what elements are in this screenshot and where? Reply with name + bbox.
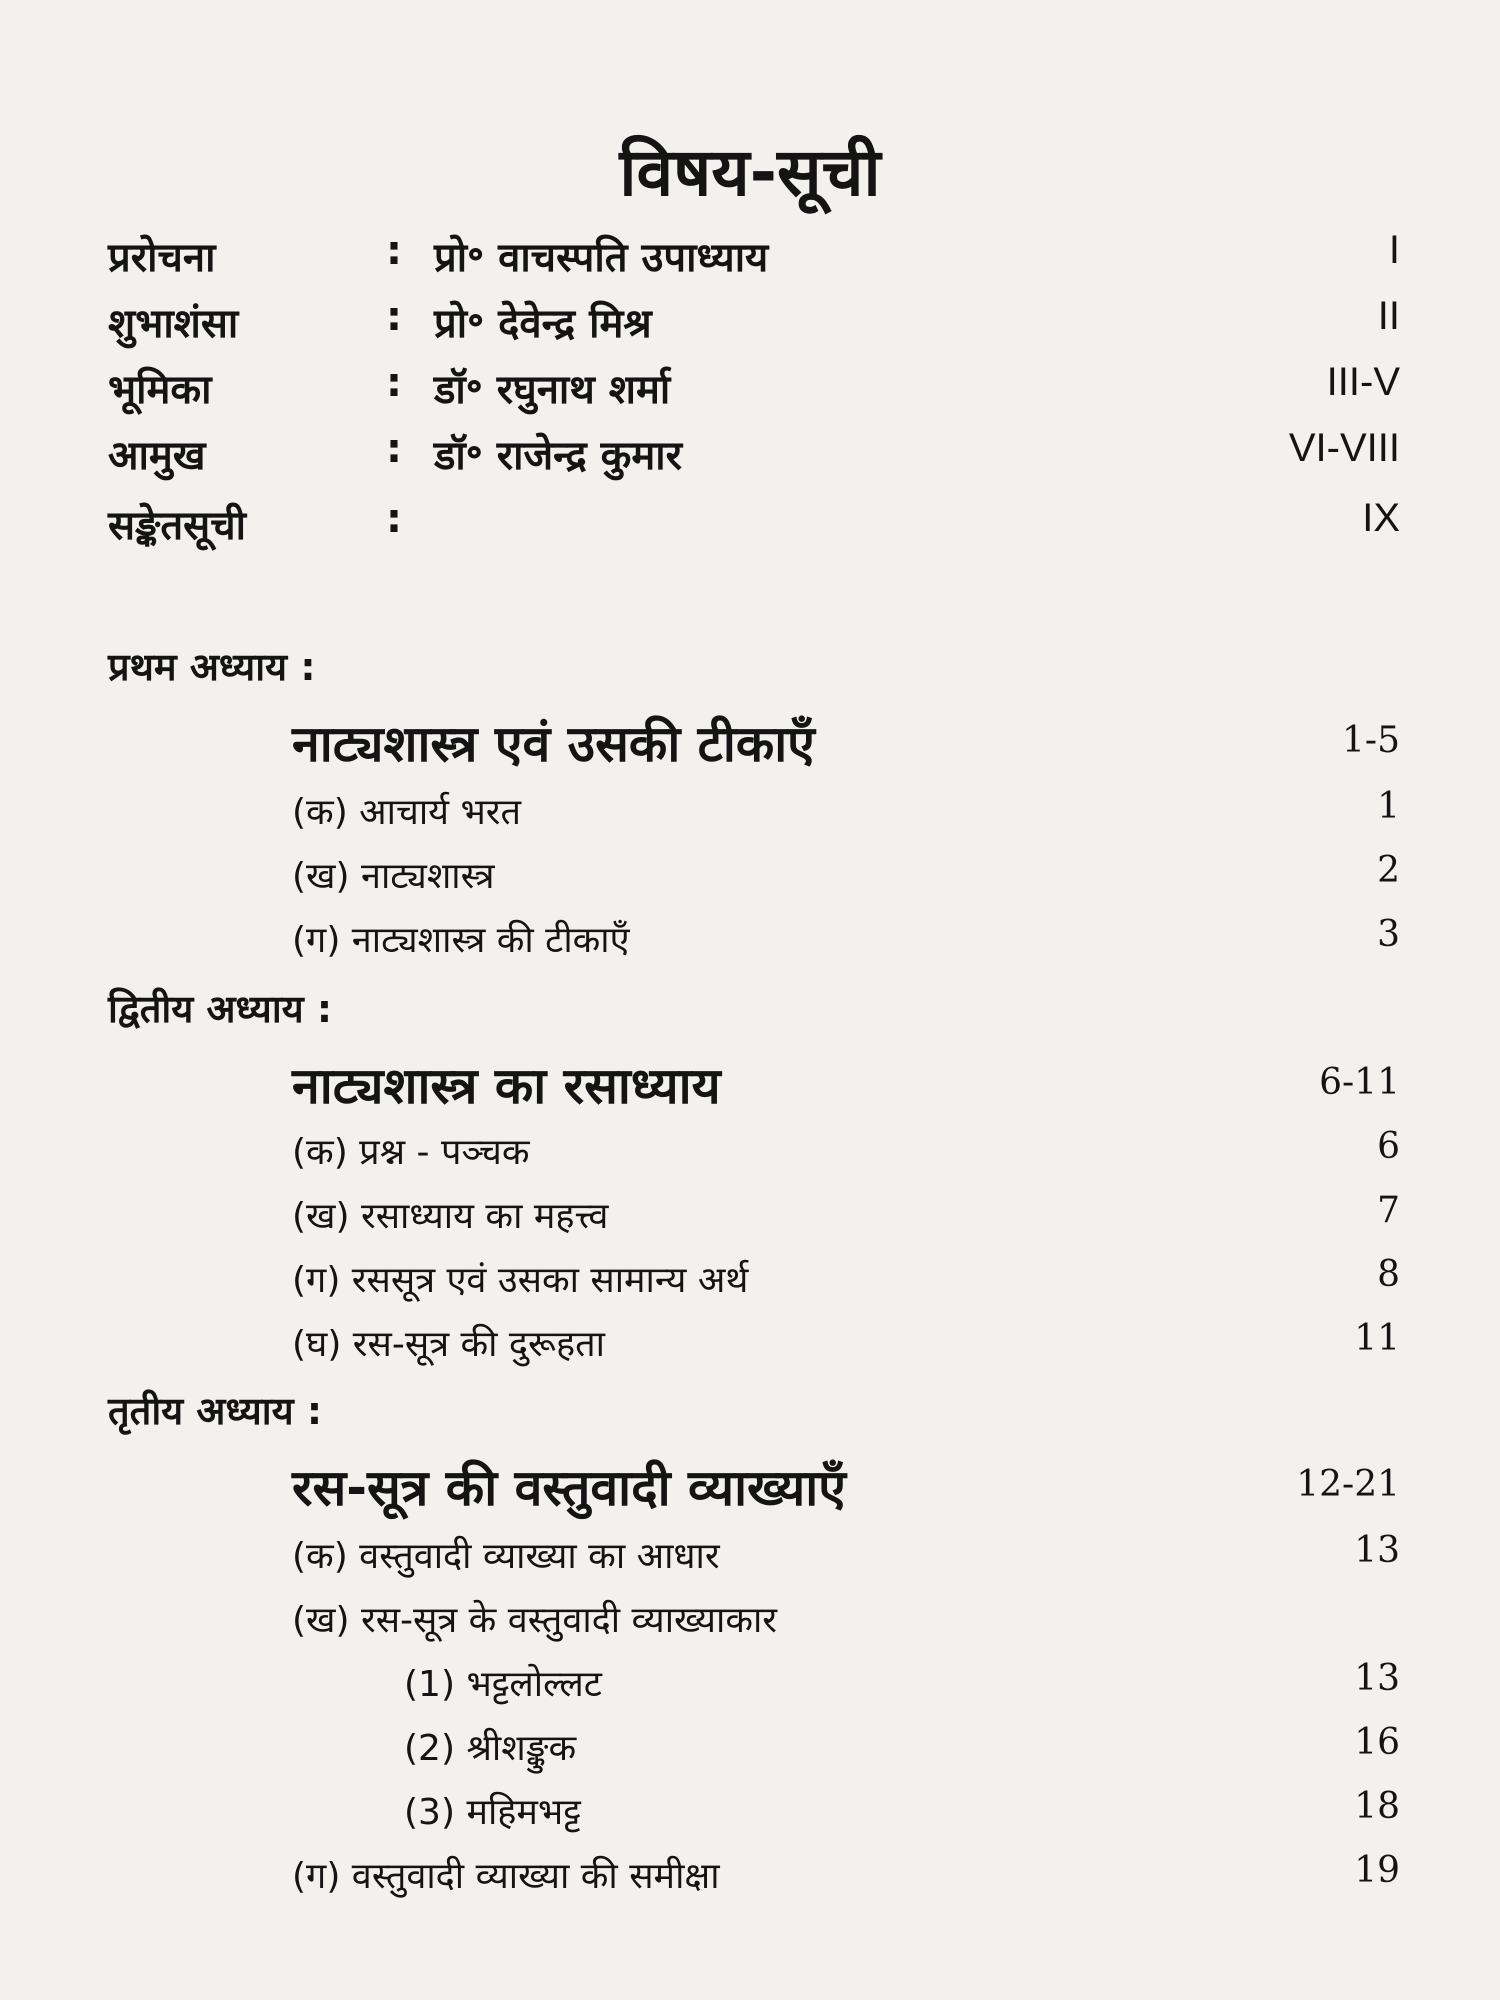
page-title: विषय-सूची	[619, 134, 881, 211]
front-matter-row	[108, 426, 1400, 490]
chapter-title: रस-सूत्र की वस्तुवादी व्याख्याएँ	[292, 1459, 846, 1517]
toc-item-text: (क) वस्तुवादी व्याख्या का आधार	[292, 1536, 720, 1577]
chapter-label: प्रथम अध्याय :	[108, 645, 316, 689]
toc-item-text: (ग) वस्तुवादी व्याख्या की समीक्षा	[292, 1856, 720, 1897]
chapter-title-row	[292, 708, 1400, 778]
front-matter-label: सङ्केतसूची	[108, 503, 246, 549]
toc-item-page: 18	[1354, 1786, 1400, 1827]
toc-item-page: 13	[1354, 1658, 1400, 1699]
toc-item-page: 19	[1354, 1850, 1400, 1891]
toc-item-text: (3) महिमभट्ट	[404, 1792, 581, 1833]
front-matter-label: प्ररोचना	[108, 235, 216, 281]
chapter-title-row	[292, 1050, 1400, 1120]
toc-item-page: 11	[1354, 1318, 1400, 1359]
toc-item	[292, 1850, 1400, 1900]
toc-item-page: 2	[1377, 850, 1400, 891]
toc-subitem	[404, 1722, 1400, 1772]
toc-item-text: (ख) रसाध्याय का महत्त्व	[292, 1196, 609, 1237]
front-matter-colon: :	[386, 360, 402, 406]
front-matter-author: डॉ॰ राजेन्द्र कुमार	[434, 433, 683, 479]
front-matter-row	[108, 496, 1400, 560]
front-matter-label: भूमिका	[108, 367, 212, 413]
toc-item-page: 13	[1354, 1530, 1400, 1571]
toc-item	[292, 914, 1400, 964]
chapter-page-range: 6-11	[1319, 1062, 1400, 1103]
front-matter-colon: :	[386, 496, 402, 542]
toc-subitem	[404, 1786, 1400, 1836]
front-matter-label: शुभाशंसा	[108, 301, 239, 347]
front-matter-page: III-V	[1326, 360, 1400, 404]
toc-item-page: 8	[1377, 1254, 1400, 1295]
toc-item-text: (2) श्रीशङ्कुक	[404, 1728, 577, 1769]
toc-item-text: (ग) नाट्यशास्त्र की टीकाएँ	[292, 920, 630, 961]
toc-item-page: 1	[1377, 786, 1400, 827]
front-matter-colon: :	[386, 294, 402, 340]
toc-item	[292, 850, 1400, 900]
front-matter-page: VI-VIII	[1288, 426, 1400, 470]
toc-item-page: 3	[1377, 914, 1400, 955]
chapter-title: नाट्यशास्त्र एवं उसकी टीकाएँ	[292, 715, 815, 773]
toc-item-text: (ख) नाट्यशास्त्र	[292, 856, 495, 897]
toc-item	[292, 1594, 1400, 1644]
front-matter-row	[108, 294, 1400, 358]
toc-item-page: 6	[1377, 1126, 1400, 1167]
front-matter-row	[108, 360, 1400, 424]
toc-item-text: (1) भट्टलोल्लट	[404, 1664, 602, 1705]
front-matter-author: डॉ॰ रघुनाथ शर्मा	[434, 367, 671, 413]
toc-item	[292, 1318, 1400, 1368]
toc-item	[292, 1530, 1400, 1580]
front-matter-page: II	[1377, 294, 1400, 338]
toc-item-page: 16	[1354, 1722, 1400, 1763]
chapter-label: द्वितीय अध्याय :	[108, 987, 333, 1031]
toc-item	[292, 1126, 1400, 1176]
toc-item	[292, 1190, 1400, 1240]
toc-item	[292, 1254, 1400, 1304]
front-matter-author: प्रो॰ वाचस्पति उपाध्याय	[434, 235, 769, 281]
chapter-page-range: 1-5	[1342, 720, 1400, 761]
front-matter-colon: :	[386, 426, 402, 472]
toc-item	[292, 786, 1400, 836]
front-matter-row	[108, 228, 1400, 292]
front-matter-author: प्रो॰ देवेन्द्र मिश्र	[434, 301, 652, 347]
front-matter-page: IX	[1362, 496, 1400, 540]
toc-item-text: (ग) रससूत्र एवं उसका सामान्य अर्थ	[292, 1260, 749, 1301]
toc-item-text: (ख) रस-सूत्र के वस्तुवादी व्याख्याकार	[292, 1600, 778, 1641]
toc-item-text: (क) आचार्य भरत	[292, 792, 522, 833]
toc-item-text: (घ) रस-सूत्र की दुरूहता	[292, 1324, 605, 1365]
toc-item-page: 7	[1377, 1190, 1400, 1231]
front-matter-label: आमुख	[108, 433, 206, 479]
chapter-page-range: 12-21	[1296, 1464, 1400, 1505]
front-matter-page: I	[1388, 228, 1400, 272]
toc-subitem	[404, 1658, 1400, 1708]
chapter-title: नाट्यशास्त्र का रसाध्याय	[292, 1057, 721, 1115]
toc-item-text: (क) प्रश्न - पञ्चक	[292, 1132, 530, 1173]
front-matter-colon: :	[386, 228, 402, 274]
chapter-label: तृतीय अध्याय :	[108, 1389, 323, 1433]
chapter-title-row	[292, 1452, 1400, 1522]
